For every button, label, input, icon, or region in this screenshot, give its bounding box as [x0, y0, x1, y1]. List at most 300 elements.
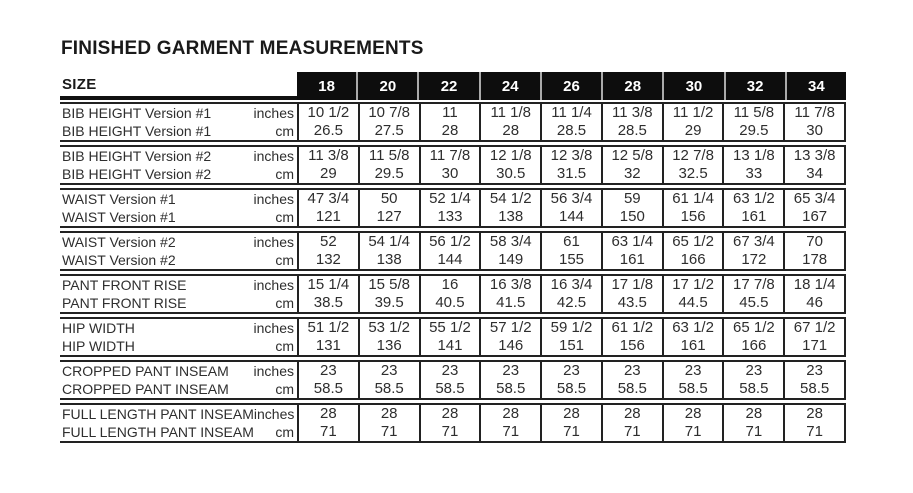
inches-value: 13 3/8 [793, 147, 836, 164]
cm-value: 150 [619, 208, 645, 225]
size-column-header: 34 [785, 72, 846, 100]
measurement-cell [662, 405, 723, 441]
cm-label-line [62, 251, 297, 269]
cm-value: 121 [315, 208, 341, 225]
measurement-label: PANT FRONT RISE [62, 277, 187, 293]
inches-value: 67 3/4 [733, 233, 775, 250]
inches-value: 11 7/8 [429, 147, 471, 164]
inches-value: 18 1/4 [793, 276, 836, 293]
unit-cm-label: cm [275, 123, 294, 139]
measurement-cell [419, 233, 480, 269]
inches-value: 63 1/2 [733, 190, 775, 207]
cm-label-line [62, 165, 297, 183]
measurement-cell [601, 276, 662, 312]
measurement-cell [722, 233, 783, 269]
measurement-cell [479, 104, 540, 140]
measurement-label: BIB HEIGHT Version #1 [62, 105, 212, 121]
measurement-cell [601, 362, 662, 398]
cm-value: 41.5 [496, 294, 526, 311]
cm-value: 27.5 [374, 122, 404, 139]
measurement-values [297, 190, 846, 226]
measurement-row-group [60, 403, 846, 443]
inches-value: 59 [623, 190, 641, 207]
cm-value: 30 [441, 165, 459, 182]
cm-value: 71 [320, 423, 337, 440]
cm-value: 28.5 [556, 122, 587, 139]
inches-value: 63 1/2 [672, 319, 714, 336]
inches-value: 56 1/2 [429, 233, 471, 250]
cm-value: 138 [376, 251, 402, 268]
cm-label-line [62, 294, 297, 312]
inches-value: 52 1/4 [429, 190, 471, 207]
size-header-label: SIZE [60, 72, 297, 100]
inches-value: 23 [745, 362, 763, 379]
cm-value: 156 [619, 337, 645, 354]
inches-value: 57 1/2 [489, 319, 532, 336]
inches-label-line [62, 233, 297, 251]
cm-value: 151 [559, 337, 585, 354]
inches-value: 28 [441, 405, 459, 422]
inches-value: 10 1/2 [307, 104, 350, 121]
measurement-cell [783, 147, 844, 183]
unit-cm-label: cm [275, 338, 294, 354]
measurement-values [297, 233, 846, 269]
cm-value: 172 [741, 251, 767, 268]
inches-value: 65 3/4 [793, 190, 836, 207]
measurement-cell [783, 319, 844, 355]
measurement-cell [358, 104, 419, 140]
cm-value: 45.5 [739, 294, 769, 311]
inches-value: 16 3/8 [489, 276, 532, 293]
measurement-cell [601, 147, 662, 183]
cm-value: 58.5 [678, 380, 708, 397]
measurement-cell [299, 104, 358, 140]
inches-value: 17 1/8 [611, 276, 654, 293]
inches-value: 13 1/8 [733, 147, 775, 164]
unit-cm-label: cm [275, 295, 294, 311]
measurement-cell [540, 104, 601, 140]
measurement-label-column [60, 405, 297, 441]
measurement-label: BIB HEIGHT Version #2 [62, 148, 212, 164]
unit-cm-label: cm [275, 252, 294, 268]
measurement-cell [783, 405, 844, 441]
measurement-label: PANT FRONT RISE [62, 295, 187, 311]
unit-inches-label: inches [253, 363, 294, 379]
unit-inches-label: inches [253, 105, 294, 121]
inches-value: 23 [441, 362, 459, 379]
size-column-header: 22 [417, 72, 478, 100]
measurement-cell [419, 362, 480, 398]
measurement-cell [662, 104, 723, 140]
inches-value: 15 1/4 [307, 276, 350, 293]
measurement-cell [358, 405, 419, 441]
measurement-cell [722, 147, 783, 183]
inches-label-line [62, 362, 297, 380]
measurement-cell [358, 233, 419, 269]
inches-value: 11 5/8 [368, 147, 410, 164]
inches-value: 58 3/4 [489, 233, 532, 250]
size-column-header: 18 [318, 77, 335, 95]
cm-value: 144 [437, 251, 463, 268]
measurement-label: BIB HEIGHT Version #1 [62, 123, 212, 139]
measurement-row-group [60, 274, 846, 314]
cm-value: 32.5 [678, 165, 708, 182]
measurement-cell [419, 319, 480, 355]
measurement-cell [662, 190, 723, 226]
cm-value: 138 [498, 208, 524, 225]
cm-value: 28 [441, 122, 459, 139]
cm-value: 58.5 [739, 380, 769, 397]
cm-value: 133 [437, 208, 463, 225]
cm-value: 71 [623, 423, 641, 440]
inches-value: 11 3/8 [612, 104, 653, 121]
cm-value: 171 [802, 337, 828, 354]
cm-value: 30 [806, 122, 823, 139]
measurement-cell [783, 362, 844, 398]
measurement-cell [299, 190, 358, 226]
inches-value: 61 1/4 [672, 190, 714, 207]
measurement-cell [540, 233, 601, 269]
cm-value: 71 [441, 423, 459, 440]
measurement-row-group [60, 231, 846, 271]
inches-value: 55 1/2 [429, 319, 471, 336]
cm-value: 71 [502, 423, 520, 440]
unit-inches-label: inches [253, 234, 294, 250]
size-column-header: 28 [601, 72, 662, 100]
cm-value: 28.5 [617, 122, 647, 139]
measurement-row-group [60, 102, 846, 142]
measurement-label-column [60, 233, 297, 269]
measurement-cell [662, 233, 723, 269]
measurement-cell [540, 319, 601, 355]
inches-value: 28 [745, 405, 763, 422]
measurement-cell [299, 319, 358, 355]
inches-value: 23 [380, 362, 398, 379]
measurement-row-group [60, 188, 846, 228]
measurement-cell [479, 233, 540, 269]
inches-value: 16 [441, 276, 459, 293]
cm-value: 156 [680, 208, 706, 225]
cm-value: 28 [502, 122, 520, 139]
measurement-values [297, 104, 846, 140]
cm-value: 32 [623, 165, 641, 182]
measurement-cell [479, 319, 540, 355]
inches-value: 23 [502, 362, 520, 379]
measurement-label: WAIST Version #1 [62, 209, 176, 225]
inches-value: 50 [380, 190, 398, 207]
measurement-cell [299, 276, 358, 312]
size-column-header: 24 [479, 72, 540, 100]
inches-value: 10 7/8 [368, 104, 411, 121]
measurement-cell [601, 233, 662, 269]
cm-value: 58.5 [374, 380, 404, 397]
measurement-cell [358, 190, 419, 226]
cm-value: 71 [745, 423, 763, 440]
measurement-cell [299, 362, 358, 398]
measurement-label-column [60, 190, 297, 226]
measurement-label: HIP WIDTH [62, 320, 135, 336]
inches-value: 65 1/2 [733, 319, 775, 336]
inches-value: 53 1/2 [368, 319, 411, 336]
measurements-table [60, 72, 846, 443]
inches-value: 28 [563, 405, 580, 422]
measurement-cell [419, 147, 480, 183]
cm-value: 46 [806, 294, 823, 311]
cm-value: 29.5 [374, 165, 404, 182]
measurement-values [297, 147, 846, 183]
cm-value: 29.5 [739, 122, 769, 139]
measurement-cell [479, 405, 540, 441]
measurement-label: FULL LENGTH PANT INSEAM [62, 424, 254, 440]
inches-label-line [62, 405, 297, 423]
cm-value: 31.5 [556, 165, 587, 182]
inches-value: 23 [684, 362, 702, 379]
measurement-cell [479, 276, 540, 312]
inches-value: 51 1/2 [307, 319, 350, 336]
inches-label-line [62, 190, 297, 208]
measurement-cell [419, 276, 480, 312]
inches-value: 12 5/8 [611, 147, 654, 164]
measurement-label: WAIST Version #2 [62, 234, 176, 250]
cm-value: 161 [741, 208, 767, 225]
cm-label-line [62, 423, 297, 441]
measurement-values [297, 319, 846, 355]
measurement-cell [662, 319, 723, 355]
measurement-label: HIP WIDTH [62, 338, 135, 354]
measurement-label-column [60, 276, 297, 312]
inches-value: 17 7/8 [733, 276, 775, 293]
size-column-header: 26 [540, 72, 601, 100]
cm-value: 29 [320, 165, 337, 182]
inches-value: 16 3/4 [550, 276, 593, 293]
cm-label-line [62, 337, 297, 355]
measurement-label: FULL LENGTH PANT INSEAM [62, 406, 254, 422]
measurement-cell [419, 190, 480, 226]
inches-value: 54 1/4 [368, 233, 411, 250]
unit-inches-label: inches [253, 148, 294, 164]
measurement-cell [601, 104, 662, 140]
inches-label-line [62, 104, 297, 122]
inches-value: 17 1/2 [672, 276, 714, 293]
measurement-label: CROPPED PANT INSEAM [62, 381, 229, 397]
inches-value: 23 [623, 362, 641, 379]
measurement-cell [722, 319, 783, 355]
cm-value: 38.5 [313, 294, 343, 311]
cm-value: 146 [498, 337, 524, 354]
cm-value: 141 [437, 337, 463, 354]
cm-value: 167 [802, 208, 828, 225]
measurement-cell [540, 147, 601, 183]
measurement-cell [299, 233, 358, 269]
measurement-label-column [60, 319, 297, 355]
inches-label-line [62, 319, 297, 337]
inches-value: 11 1/2 [672, 104, 714, 121]
inches-value: 28 [684, 405, 702, 422]
cm-value: 71 [563, 423, 580, 440]
cm-label-line [62, 122, 297, 140]
cm-value: 40.5 [435, 294, 465, 311]
cm-value: 58.5 [556, 380, 587, 397]
cm-value: 29 [684, 122, 702, 139]
cm-value: 127 [376, 208, 402, 225]
unit-inches-label: inches [253, 406, 295, 422]
cm-value: 58.5 [435, 380, 465, 397]
inches-value: 61 1/2 [611, 319, 654, 336]
cm-label-line [62, 208, 297, 226]
unit-inches-label: inches [253, 277, 294, 293]
measurement-cell [479, 362, 540, 398]
cm-value: 33 [745, 165, 763, 182]
size-column-header: 30 [662, 72, 723, 100]
inches-value: 28 [320, 405, 337, 422]
inches-value: 23 [320, 362, 337, 379]
measurement-label: BIB HEIGHT Version #2 [62, 166, 212, 182]
measurement-cell [601, 190, 662, 226]
measurement-cell [783, 276, 844, 312]
measurement-values [297, 405, 846, 441]
measurement-row-groups [60, 102, 846, 443]
measurement-cell [783, 233, 844, 269]
measurement-label-column [60, 362, 297, 398]
inches-value: 11 1/4 [551, 104, 592, 121]
cm-value: 43.5 [617, 294, 647, 311]
measurement-cell [540, 190, 601, 226]
measurement-cell [722, 104, 783, 140]
measurement-cell [601, 405, 662, 441]
inches-value: 11 1/8 [490, 104, 532, 121]
cm-label-line [62, 380, 297, 398]
measurement-cell [783, 104, 844, 140]
cm-value: 42.5 [556, 294, 587, 311]
size-column-header: 20 [356, 72, 417, 100]
inches-value: 70 [806, 233, 823, 250]
cm-value: 71 [806, 423, 823, 440]
cm-value: 161 [680, 337, 706, 354]
measurement-label: WAIST Version #2 [62, 252, 176, 268]
measurement-cell [358, 319, 419, 355]
measurement-label: CROPPED PANT INSEAM [62, 363, 229, 379]
measurement-cell [722, 190, 783, 226]
inches-value: 28 [380, 405, 398, 422]
cm-value: 144 [559, 208, 585, 225]
inches-value: 67 1/2 [793, 319, 836, 336]
cm-value: 166 [741, 337, 767, 354]
inches-value: 52 [320, 233, 337, 250]
cm-value: 34 [806, 165, 823, 182]
cm-value: 71 [380, 423, 398, 440]
cm-value: 58.5 [313, 380, 343, 397]
cm-value: 136 [376, 337, 402, 354]
measurement-label-column [60, 147, 297, 183]
inches-value: 11 7/8 [794, 104, 835, 121]
inches-value: 12 1/8 [489, 147, 532, 164]
size-header-cells [297, 72, 846, 100]
measurement-cell [722, 362, 783, 398]
cm-value: 58.5 [496, 380, 526, 397]
measurement-cell [358, 276, 419, 312]
unit-inches-label: inches [253, 191, 294, 207]
measurement-cell [722, 276, 783, 312]
table-header-row [60, 72, 846, 100]
inches-value: 56 3/4 [550, 190, 593, 207]
measurement-cell [358, 147, 419, 183]
cm-value: 132 [315, 251, 341, 268]
cm-value: 58.5 [800, 380, 830, 397]
measurement-cell [662, 147, 723, 183]
inches-value: 61 [563, 233, 580, 250]
measurement-cell [419, 405, 480, 441]
inches-value: 11 3/8 [308, 147, 349, 164]
cm-value: 26.5 [313, 122, 343, 139]
measurement-cell [783, 190, 844, 226]
inches-label-line [62, 276, 297, 294]
measurement-cell [722, 405, 783, 441]
measurement-cell [601, 319, 662, 355]
cm-value: 44.5 [678, 294, 708, 311]
measurement-cell [358, 362, 419, 398]
measurement-row-group [60, 360, 846, 400]
cm-value: 39.5 [374, 294, 404, 311]
inches-value: 47 3/4 [307, 190, 350, 207]
inches-value: 15 5/8 [368, 276, 411, 293]
measurement-cell [540, 405, 601, 441]
size-column-header: 32 [724, 72, 785, 100]
cm-value: 131 [315, 337, 341, 354]
unit-cm-label: cm [275, 424, 294, 440]
unit-cm-label: cm [275, 381, 294, 397]
measurement-cell [540, 362, 601, 398]
measurement-values [297, 276, 846, 312]
measurement-cell [662, 362, 723, 398]
cm-value: 161 [619, 251, 645, 268]
inches-value: 28 [623, 405, 641, 422]
inches-value: 11 [442, 104, 458, 121]
inches-value: 28 [806, 405, 823, 422]
inches-value: 12 3/8 [550, 147, 593, 164]
measurement-row-group [60, 145, 846, 185]
inches-value: 12 7/8 [672, 147, 714, 164]
inches-label-line [62, 147, 297, 165]
measurement-cell [479, 190, 540, 226]
inches-value: 63 1/4 [611, 233, 654, 250]
cm-value: 155 [559, 251, 585, 268]
measurement-values [297, 362, 846, 398]
cm-value: 30.5 [496, 165, 526, 182]
cm-value: 166 [680, 251, 706, 268]
measurement-cell [540, 276, 601, 312]
measurement-cell [479, 147, 540, 183]
inches-value: 28 [502, 405, 520, 422]
inches-value: 65 1/2 [672, 233, 714, 250]
measurement-cell [419, 104, 480, 140]
measurement-row-group [60, 317, 846, 357]
measurement-cell [299, 147, 358, 183]
measurement-cell [299, 405, 358, 441]
inches-value: 54 1/2 [489, 190, 532, 207]
page-title: FINISHED GARMENT MEASUREMENTS [61, 38, 424, 59]
unit-cm-label: cm [275, 166, 294, 182]
unit-inches-label: inches [253, 320, 294, 336]
inches-value: 23 [563, 362, 580, 379]
measurement-cell [662, 276, 723, 312]
measurement-label-column [60, 104, 297, 140]
inches-value: 23 [806, 362, 823, 379]
unit-cm-label: cm [275, 209, 294, 225]
cm-value: 178 [802, 251, 828, 268]
cm-value: 71 [684, 423, 702, 440]
inches-value: 11 5/8 [733, 104, 775, 121]
measurement-label: WAIST Version #1 [62, 191, 176, 207]
